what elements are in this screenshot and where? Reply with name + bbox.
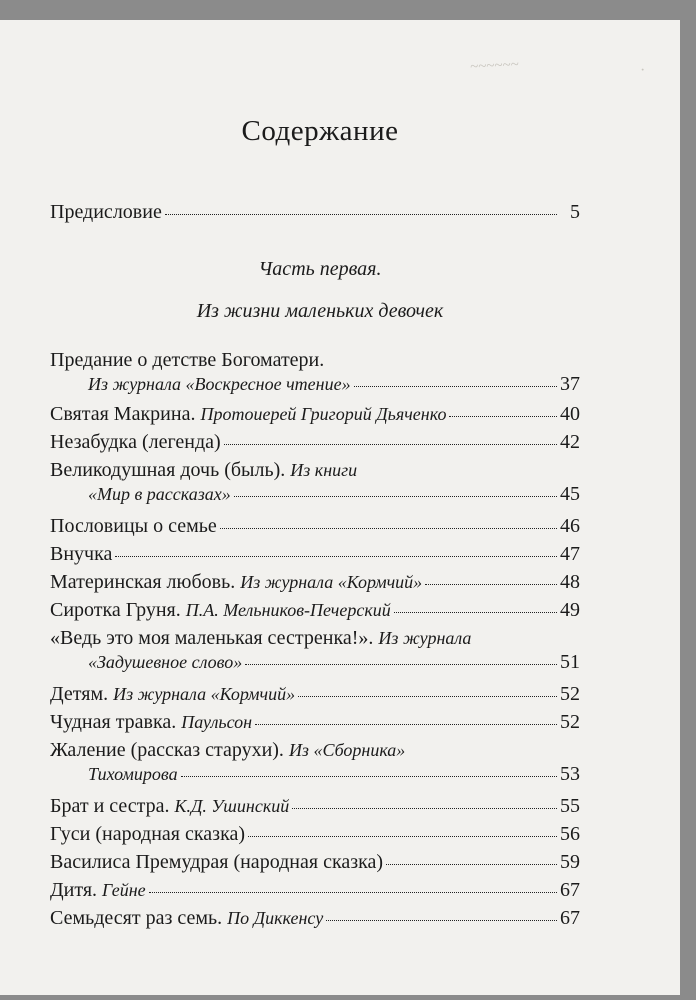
toc-title: Брат и сестра. [50,795,170,817]
toc-entry [50,710,580,734]
toc-title: Семьдесят раз семь. [50,907,223,929]
toc-source: Гейне [102,880,146,900]
toc-page: 42 [560,431,580,453]
toc-title: Гуси (народная сказка) [50,823,246,845]
toc-entry [50,850,580,874]
toc-source: Из книги [290,460,358,480]
toc-entry [50,822,580,846]
toc-entry [50,598,580,622]
toc-entry [50,542,580,566]
toc-title: Святая Макрина. [50,403,196,425]
toc-page: 53 [560,763,580,785]
leader-dots [354,386,557,387]
toc-title: Чудная травка. [50,711,177,733]
toc-entry [50,430,580,454]
toc-preface [50,200,580,224]
toc-source-cont: «Задушевное слово» [88,652,243,672]
toc-title: Детям. [50,683,109,705]
toc-source: Из журнала [378,628,472,648]
toc-entry [50,514,580,538]
toc-page: 45 [560,483,580,505]
toc-title: Внучка [50,543,113,565]
toc-entry [50,402,580,426]
leader-dots [165,214,557,215]
toc-page: 52 [560,683,580,705]
toc-page: 48 [560,571,580,593]
toc-source: Из «Сборника» [288,740,406,760]
toc-title: Василиса Премудрая (народная сказка) [50,851,384,873]
toc-title: Сиротка Груня. [50,599,181,621]
leader-dots [292,808,557,809]
leader-dots [149,892,557,893]
toc-page: 67 [560,879,580,901]
leader-dots [234,496,557,497]
toc-title: Пословицы о семье [50,515,217,537]
toc-page: 5 [570,201,580,223]
leader-dots [220,528,557,529]
toc-entry [50,348,580,396]
toc-page: 52 [560,711,580,733]
toc-entry [50,458,580,506]
toc-page: 47 [560,543,580,565]
leader-dots [425,584,557,585]
toc-entry [50,570,580,594]
toc-page: 46 [560,515,580,537]
page-title: Содержание [241,115,399,147]
toc-source: Из журнала «Кормчий» [113,684,296,704]
toc-title: Незабудка (легенда) [50,431,221,453]
toc-entry [50,626,580,674]
toc-source: П.А. Мельников-Печерский [185,600,391,620]
leader-dots [245,664,557,665]
toc-source: Паульсон [181,712,253,732]
toc-entry [50,878,580,902]
bleed-through-text: ~~~~~~ [469,56,520,76]
toc-page: 40 [560,403,580,425]
leader-dots [326,920,557,921]
bleed-through-number: · [640,62,646,79]
toc-title: Жаление (рассказ старухи). [50,739,284,761]
leader-dots [449,416,557,417]
leader-dots [255,724,557,725]
part-heading-line1: Часть первая. [258,258,382,280]
leader-dots [298,696,557,697]
leader-dots [181,776,557,777]
toc-page: 55 [560,795,580,817]
toc-label: Предисловие [50,201,162,223]
toc-source: Протоиерей Григорий Дьяченко [200,404,447,424]
toc-title: Материнская любовь. [50,571,236,593]
toc-source: Из журнала «Воскресное чтение» [88,374,351,394]
toc-entry [50,794,580,818]
toc-entry [50,738,580,786]
toc-source-cont: Тихомирова [88,764,178,784]
part-heading-line2: Из жизни маленьких девочек [196,300,444,322]
toc-title: «Ведь это моя маленькая сестренка!». [50,627,374,649]
toc-page: 37 [560,373,580,395]
toc-title: Дитя. [50,879,98,901]
leader-dots [224,444,557,445]
toc-page: 56 [560,823,580,845]
toc-source-cont: «Мир в рассказах» [88,484,231,504]
leader-dots [394,612,557,613]
leader-dots [248,836,557,837]
toc-source: Из журнала «Кормчий» [240,572,423,592]
toc-entry [50,906,580,930]
toc-page: 59 [560,851,580,873]
toc-title: Великодушная дочь (быль). [50,459,286,481]
toc-page: 67 [560,907,580,929]
toc-source: По Диккенсу [227,908,324,928]
toc-title: Предание о детстве Богоматери. [50,349,325,371]
leader-dots [386,864,557,865]
toc-entry [50,682,580,706]
book-page [0,20,680,995]
toc-page: 51 [560,651,580,673]
toc-source: К.Д. Ушинский [174,796,290,816]
toc-page: 49 [560,599,580,621]
leader-dots [115,556,557,557]
